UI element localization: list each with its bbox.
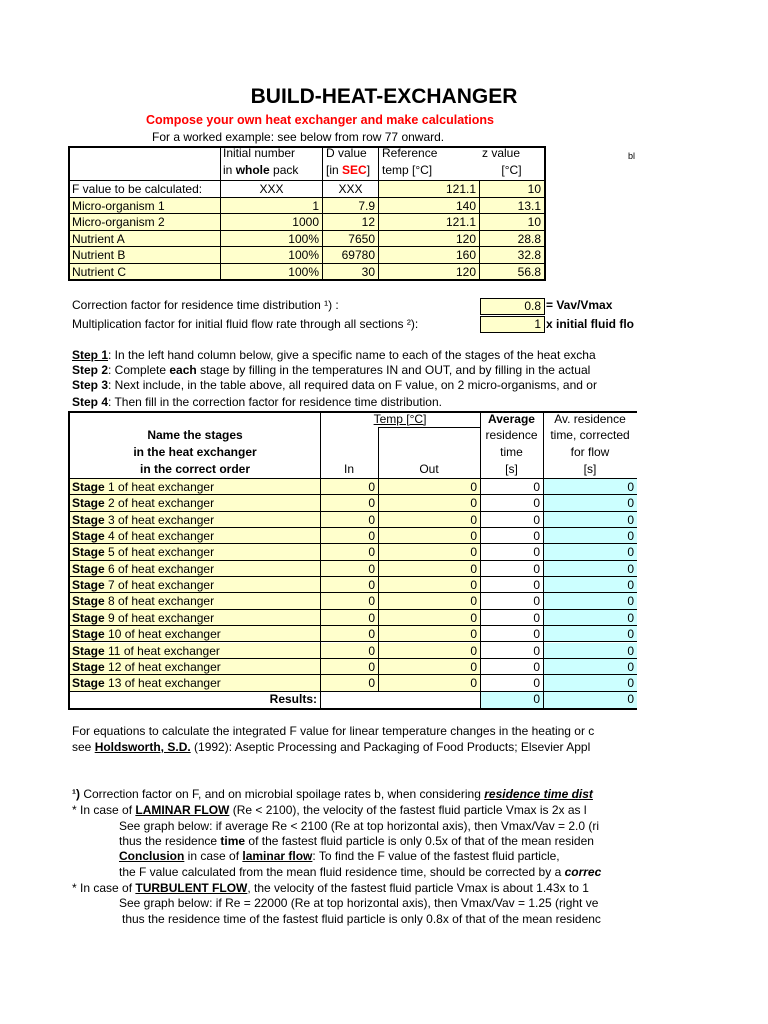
equations-line-1: For equations to calculate the integrated F value for linear temperature changes in the heating or c [72,724,595,738]
page-subtitle: Compose your own heat exchanger and make calculations [145,113,495,127]
corrected-residence-cell: 0 [544,643,637,659]
header-name-exchanger: in the heat exchanger [133,445,257,459]
note-7: * In case of TURBULENT FLOW, the velocity of the fastest fluid particle Vmax is about 1.43x to 1 [72,881,589,895]
reference-temp-cell[interactable]: 140 [379,198,479,215]
step-1: Step 1: In the left hand column below, give a specific name to each of the stages of the heat excha [72,348,596,362]
correction-factor-label: Correction factor for residence time distribution ¹) : [72,298,339,312]
temp-out-cell[interactable]: 0 [379,593,480,609]
initial-number-cell[interactable]: 100% [221,264,322,281]
step-3: Step 3: Next include, in the table above, all required data on F value, on 2 micro-organisms, and or [72,378,597,392]
initial-number-cell[interactable]: 100% [221,247,322,264]
multiplication-factor-label: Multiplication factor for initial fluid flow rate through all sections ²): [72,317,419,331]
row-label: Micro-organism 1 [69,198,220,215]
header-out: Out [419,462,439,476]
corrected-residence-cell: 0 [544,495,637,511]
temp-in-cell[interactable]: 0 [321,561,378,577]
corrected-residence-cell: 0 [544,610,637,626]
equations-line-2: see Holdsworth, S.D. (1992): Aseptic Processing and Packaging of Food Products; Elsevier Appl [72,740,591,754]
temp-in-cell[interactable]: 0 [321,659,378,675]
average-residence-cell: 0 [481,593,543,609]
temp-in-cell[interactable]: 0 [321,528,378,544]
z-value-cell[interactable]: 10 [480,214,544,231]
header-initial-whole: in whole pack [223,163,299,177]
temp-in-cell[interactable]: 0 [321,675,378,691]
note-5: Conclusion in case of laminar flow: To find the F value of the fastest fluid particle, [119,849,560,863]
average-residence-cell: 0 [481,626,543,642]
temp-out-cell[interactable]: 0 [379,479,480,495]
corrected-residence-cell: 0 [544,512,637,528]
corrected-residence-cell: 0 [544,479,637,495]
header-average-4: [s] [505,462,518,476]
temp-out-cell[interactable]: 0 [379,528,480,544]
z-value-cell[interactable]: 13.1 [480,198,544,215]
d-value-cell[interactable]: XXX [323,181,378,198]
header-average-1: Average [488,412,535,426]
reference-temp-cell[interactable]: 160 [379,247,479,264]
step-4: Step 4: Then fill in the correction factor for residence time distribution. [72,395,442,409]
d-value-cell[interactable]: 12 [323,214,378,231]
average-residence-cell: 0 [481,561,543,577]
stage-name-cell[interactable]: Stage 4 of heat exchanger [69,528,320,544]
header-average-2: residence [485,428,538,442]
note-8: See graph below: if Re = 22000 (Re at top horizontal axis), then Vmax/Vav = 1.25 (right ve [119,896,599,910]
temp-out-cell[interactable]: 0 [379,544,480,560]
corrected-residence-cell: 0 [544,577,637,593]
corrected-residence-cell: 0 [544,659,637,675]
stage-name-cell[interactable]: Stage 10 of heat exchanger [69,626,320,642]
initial-number-cell[interactable]: 100% [221,231,322,248]
average-residence-cell: 0 [481,528,543,544]
temp-out-cell[interactable]: 0 [379,643,480,659]
temp-in-cell[interactable]: 0 [321,479,378,495]
header-corrected-3: for flow [570,445,610,459]
average-residence-cell: 0 [481,610,543,626]
stage-name-cell[interactable]: Stage 9 of heat exchanger [69,610,320,626]
stage-name-cell[interactable]: Stage 12 of heat exchanger [69,659,320,675]
temp-out-cell[interactable]: 0 [379,610,480,626]
temp-in-cell[interactable]: 0 [321,643,378,659]
note-6: the F value calculated from the mean fluid residence time, should be corrected by a correc [119,865,602,879]
header-name-order: in the correct order [139,462,251,476]
results-corrected: 0 [543,692,637,708]
row-label: Micro-organism 2 [69,214,220,231]
note-2: * In case of LAMINAR FLOW (Re < 2100), the velocity of the fastest fluid particle Vmax is 2x as l [72,803,587,817]
temp-in-cell[interactable]: 0 [321,577,378,593]
header-reference: Reference [382,146,438,160]
offscreen-text-fragment: bl [628,151,636,161]
temp-out-cell[interactable]: 0 [379,512,480,528]
header-corrected-4: [s] [583,462,597,476]
stage-name-cell[interactable]: Stage 11 of heat exchanger [69,643,320,659]
corrected-residence-cell: 0 [544,593,637,609]
reference-temp-cell[interactable]: 121.1 [379,181,479,198]
d-value-cell[interactable]: 7.9 [323,198,378,215]
temp-in-cell[interactable]: 0 [321,544,378,560]
note-1: ¹) Correction factor on F, and on microbial spoilage rates b, when considering residence time dist [72,787,593,801]
note-4: thus the residence time of the fastest fluid particle is only 0.5x of that of the mean residen [119,834,594,848]
reference-temp-cell[interactable]: 120 [379,231,479,248]
row-label: Nutrient A [69,231,220,248]
stage-name-cell[interactable]: Stage 2 of heat exchanger [69,495,320,511]
average-residence-cell: 0 [481,544,543,560]
corrected-residence-cell: 0 [544,561,637,577]
temp-out-cell[interactable]: 0 [379,626,480,642]
d-value-cell[interactable]: 7650 [323,231,378,248]
temp-out-cell[interactable]: 0 [379,495,480,511]
header-average-3: time [500,445,523,459]
average-residence-cell: 0 [481,512,543,528]
d-value-cell[interactable]: 69780 [323,247,378,264]
step-2: Step 2: Complete each stage by filling in the temperatures IN and OUT, and by filling in the actual [72,363,591,377]
corrected-residence-cell: 0 [544,675,637,691]
stage-name-cell[interactable]: Stage 13 of heat exchanger [69,675,320,691]
reference-temp-cell[interactable]: 121.1 [379,214,479,231]
initial-number-cell[interactable]: XXX [221,181,322,198]
header-temp: Temp [°C] [373,412,427,426]
stage-name-cell[interactable]: Stage 7 of heat exchanger [69,577,320,593]
reference-temp-cell[interactable]: 120 [379,264,479,281]
z-value-cell[interactable]: 32.8 [480,247,544,264]
header-z-value: z value [482,146,521,160]
temp-in-cell[interactable]: 0 [321,495,378,511]
note-9: thus the residence time of the fastest fluid particle is only 0.8x of that of the mean residenc [122,912,601,926]
header-in: In [343,462,354,476]
header-z-unit: [°C] [501,163,522,177]
corrected-residence-cell: 0 [544,626,637,642]
average-residence-cell: 0 [481,479,543,495]
temp-out-cell[interactable]: 0 [379,675,480,691]
row-label: Nutrient C [69,264,220,281]
corrected-residence-cell: 0 [544,544,637,560]
page-title: BUILD-HEAT-EXCHANGER [250,85,518,108]
header-initial-number: Initial number [223,146,296,160]
stage-name-cell[interactable]: Stage 5 of heat exchanger [69,544,320,560]
header-d-unit: [in SEC] [326,163,371,177]
average-residence-cell: 0 [481,675,543,691]
temp-out-cell[interactable]: 0 [379,577,480,593]
row-label: Nutrient B [69,247,220,264]
average-residence-cell: 0 [481,577,543,593]
header-corrected-1: Av. residence [554,412,626,426]
d-value-cell[interactable]: 30 [323,264,378,281]
results-label: Results: [269,692,317,706]
temp-in-cell[interactable]: 0 [321,610,378,626]
stage-name-cell[interactable]: Stage 6 of heat exchanger [69,561,320,577]
initial-number-cell[interactable]: 1000 [221,214,322,231]
header-reference-temp: temp [°C] [382,163,433,177]
stage-name-cell[interactable]: Stage 8 of heat exchanger [69,593,320,609]
header-name-stages: Name the stages [147,428,243,442]
average-residence-cell: 0 [481,495,543,511]
temp-out-cell[interactable]: 0 [379,659,480,675]
correction-factor-note: = Vav/Vmax [546,298,613,312]
average-residence-cell: 0 [481,659,543,675]
multiplication-factor-input[interactable]: 1 [480,316,545,333]
worked-example-note: For a worked example: see below from row 77 onward. [152,130,445,144]
temp-in-cell[interactable]: 0 [321,512,378,528]
note-3: See graph below: if average Re < 2100 (Re at top horizontal axis), then Vmax/Vav = 2.0 (ri [119,819,600,833]
header-d-value: D value [326,146,367,160]
temp-in-cell[interactable]: 0 [321,626,378,642]
multiplication-factor-note: x initial fluid flo [546,317,634,331]
z-value-cell[interactable]: 28.8 [480,231,544,248]
row-label: F value to be calculated: [69,181,220,198]
temp-in-cell[interactable]: 0 [321,593,378,609]
stage-name-cell[interactable]: Stage 3 of heat exchanger [69,512,320,528]
correction-factor-input[interactable]: 0.8 [480,298,545,315]
average-residence-cell: 0 [481,643,543,659]
header-corrected-2: time, corrected [550,428,630,442]
initial-number-cell[interactable]: 1 [221,198,322,215]
z-value-cell[interactable]: 10 [480,181,544,198]
corrected-residence-cell: 0 [544,528,637,544]
stage-name-cell[interactable]: Stage 1 of heat exchanger [69,479,320,495]
results-average: 0 [480,692,543,708]
temp-out-cell[interactable]: 0 [379,561,480,577]
z-value-cell[interactable]: 56.8 [480,264,544,281]
